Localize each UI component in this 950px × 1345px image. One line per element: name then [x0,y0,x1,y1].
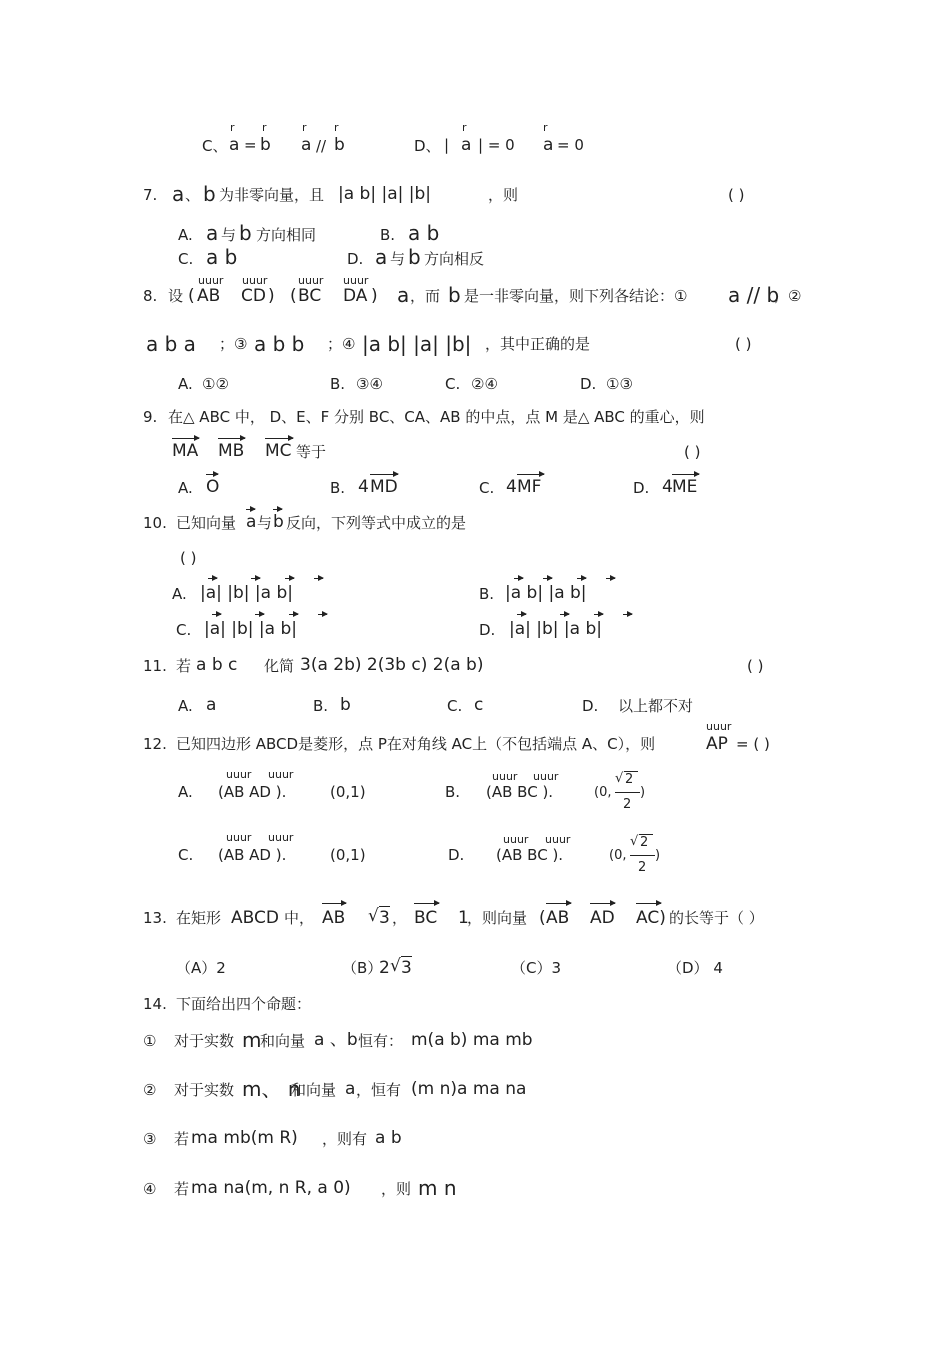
vector-mark: r [302,121,307,134]
q12-stem: 已知四边形 ABCD是菱形，点 P在对角线 AC上（不包括端点 A、C），则 [176,735,656,753]
sqrt-bar [401,956,412,957]
vector-arrow [206,474,218,475]
q9-vec-ma: MA [172,441,199,461]
q11-option-d-label: D. [582,697,599,715]
vector-mark: uuur [533,770,559,783]
q6-c-par: // [316,137,327,155]
q12-option-a-expr: (AB AD ). [218,783,287,801]
q12-option-b-label: B. [445,783,461,801]
q14-item-4-expr: ma na(m, n R, a 0) [191,1178,351,1198]
q11-ruo: 若 [176,657,192,675]
vector-arrow [273,509,282,510]
q11-option-c: c [474,695,484,715]
q8-conclusion-2-mark: ；② [773,287,802,305]
q9-option-b-coef: 4 [358,477,369,497]
vector-mark: uuur [226,768,252,781]
q7-stem: 为非零向量，且 [219,186,325,204]
q12-d-sqrt-value: 2 [640,835,649,850]
q8-vec-cd: CD [241,286,266,306]
vector-mark: uuur [268,768,294,781]
q13-vec-bc: BC [414,908,438,928]
q7-option-d-label: D. [347,250,364,268]
vector-arrow [285,578,294,579]
q11-option-a: a [206,695,217,715]
vector-arrow [590,903,615,904]
q8-conclusion-4-mark: ；④ [327,335,356,353]
vector-mark: uuur [492,770,518,783]
q7-a-vec-b: b [239,221,252,245]
q14-item-2-t3: ，恒有 [356,1081,402,1099]
vector-arrow [208,578,217,579]
q9-stem-tail: 等于 [296,443,327,461]
q12-d-denominator: 2 [638,860,647,875]
q7-d-vec-a: a [375,245,388,269]
vector-mark: uuur [226,831,252,844]
q14-item-2-m: m、 n [242,1077,301,1101]
vector-arrow [577,578,586,579]
q13-number: 13. [143,909,167,927]
q7-number: 7. [143,186,158,204]
q10-option-a: |a| |b| |a b| [200,583,293,603]
q13-comma: ， [392,909,408,927]
q9-option-c-label: C. [479,479,495,497]
q10-answer-paren: ( ) [180,549,197,567]
vector-arrow [672,474,699,475]
q13-option-a: （A）2 [176,959,226,977]
q7-a-vec-a: a [206,221,219,245]
q14-item-1-mark: ① [143,1032,157,1050]
vector-arrow [636,903,661,904]
vector-arrow [546,903,571,904]
q10-vec-b: b [273,512,284,532]
q6-d-a2: a [543,135,554,155]
q14-item-2-t2: 和向量 [291,1081,337,1099]
vector-mark: uuur [343,274,369,287]
vector-mark: uuur [198,274,224,287]
q10-vec-a: a [246,512,257,532]
q8-vec-a: a [397,283,410,307]
q9-vec-mc: MC [265,441,292,461]
q10-number: 10. [143,514,167,532]
q12-option-d-range: (0, [609,848,627,863]
sqrt-bar [379,906,390,907]
q13-paren: ( [539,908,546,928]
q8-option-b: ③④ [356,375,383,393]
q14-item-2-text: 对于实数 [174,1081,235,1099]
q12-answer-paren: = ( ) [736,735,770,753]
sqrt-sign: √ [390,956,401,976]
q12-option-d-label: D. [448,846,465,864]
q11-condition: a b c [196,655,238,675]
q8-answer-paren: ( ) [735,335,752,353]
q13-option-c: （C）3 [511,959,562,977]
q6-c-b: b [260,135,271,155]
q14-item-3-ab: a b [375,1128,402,1148]
q13-option-b-label: （B） [342,959,383,977]
q9-option-b-label: B. [330,479,346,497]
q14-stem: 下面给出四个命题： [176,995,312,1013]
q8-option-c-label: C. [445,375,461,393]
q8-option-a: ①② [202,375,229,393]
q13-vec-ac: AC) [636,908,666,928]
q6-c-eq: = [244,136,257,154]
fraction-bar [615,792,640,793]
vector-arrow [212,614,221,615]
q13-stem3: 的长等于（ ） [669,909,764,927]
q14-item-1-t2: 和向量 [260,1032,306,1050]
q7-c-expr: a b [206,245,238,269]
vector-mark: uuur [298,274,324,287]
vector-arrow [560,614,569,615]
q8-paren-close: ) [268,286,275,306]
q11-answer-paren: ( ) [747,657,764,675]
fraction-bar [630,855,655,856]
q12-option-c-label: C. [178,846,194,864]
q9-option-b: MD [370,477,398,497]
q6-c-a: a [229,135,240,155]
vector-arrow [251,578,260,579]
q9-option-a-label: A. [178,479,193,497]
q11-expression: 3(a 2b) 2(3b c) 2(a b) [300,655,484,675]
q9-vec-mb: MB [218,441,245,461]
q8-paren-close2: ) [371,286,378,306]
q8-vec-b: b [448,283,461,307]
q10-mid: 与 [257,514,273,532]
vector-mark: r [543,121,548,134]
q14-item-1-t3: 恒有： [358,1032,404,1050]
q8-conclusion-1: a // b [728,283,780,307]
q8-stem: 是一非零向量，则下列各结论：① [464,287,688,305]
vector-mark: r [334,121,339,134]
vector-arrow [370,474,398,475]
q6-d-a: a [461,135,472,155]
q14-number: 14. [143,995,167,1013]
q11-option-b-label: B. [313,697,329,715]
q8-paren-open: ( [188,286,195,306]
q14-item-1-text: 对于实数 [174,1032,235,1050]
q11-number: 11. [143,657,167,675]
q14-item-4-mark: ④ [143,1180,157,1198]
q12-d-close: ) [655,848,661,863]
vector-arrow [318,614,327,615]
q14-item-3-t2: ，则有 [322,1130,368,1148]
q12-option-c-range: (0,1) [330,846,366,864]
q7-option-c-label: C. [178,250,194,268]
q13-option-d: （D） 4 [667,959,723,977]
q8-option-c: ②④ [471,375,498,393]
q7-d-mid: 与 [390,250,406,268]
q14-item-4-text: 若 [174,1180,190,1198]
q6-d-rest1: | = 0 [478,136,515,154]
vector-arrow [246,509,255,510]
q10-option-c: |a| |b| |a b| [204,619,297,639]
q7-answer-paren: ( ) [728,186,745,204]
q12-vec-ap: AP [706,734,728,754]
vector-mark: uuur [268,831,294,844]
q14-item-4-t2: ，则 [381,1180,412,1198]
q8-conclusion-2: a b a [146,332,196,356]
q10-stem-tail: 反向，下列等式中成立的是 [286,514,467,532]
q9-option-d-coef: 4 [662,477,673,497]
vector-arrow [314,578,323,579]
q6-option-c-label: C、 [202,137,228,155]
q8-conclusion-3-mark: ；③ [219,335,248,353]
q6-c-a2: a [301,135,312,155]
q9-answer-paren: ( ) [684,443,701,461]
q14-item-4-ab: m n [418,1176,457,1200]
q10-option-d-label: D. [479,621,496,639]
q13-rect-abcd: ABCD [231,908,279,928]
q9-number: 9. [143,408,158,426]
q10-option-b: |a b| |a b| [505,583,587,603]
q14-item-1-ab: a 、b [314,1030,358,1050]
q13-sqrt3: 3 [379,908,390,928]
q8-mid: ，而 [410,287,441,305]
q12-b-denominator: 2 [623,797,632,812]
q8-option-b-label: B. [330,375,346,393]
vector-arrow [289,614,298,615]
q12-b-sqrt-value: 2 [625,772,634,787]
q8-vec-bc: BC [298,286,322,306]
vector-arrow [514,578,523,579]
sqrt-sign: √ [630,834,639,849]
vector-arrow [255,614,264,615]
q12-number: 12. [143,735,167,753]
q13-one: 1 [458,908,469,928]
q7-vec-a: a [172,182,185,206]
q10-stem: 已知向量 [176,514,237,532]
vector-arrow [623,614,632,615]
vector-mark: uuur [242,274,268,287]
vector-arrow [322,903,346,904]
vector-arrow [594,614,603,615]
q11-hua: 化简 [264,657,295,675]
q6-d-rest2: = 0 [557,136,584,154]
q12-option-a-label: A. [178,783,193,801]
q7-option-a-label: A. [178,226,193,244]
q10-option-c-label: C. [176,621,192,639]
q10-option-d: |a| |b| |a b| [509,619,602,639]
q7-b-expr: a b [408,221,440,245]
q8-conclusion-4: |a b| |a| |b| [362,332,472,356]
q13-vec-ab: AB [322,908,346,928]
q10-option-a-label: A. [172,585,187,603]
q13-vec-ab2: AB [546,908,570,928]
q13-option-b-coef: 2 [379,958,390,978]
q7-d-rest: 方向相反 [424,250,485,268]
vector-arrow [414,903,439,904]
vector-mark: uuur [503,833,529,846]
q13-option-b-sqrt: 3 [401,958,412,978]
q7-a-rest: 方向相同 [256,226,317,244]
q8-she: 设 [168,287,184,305]
q7-sep: 、 [185,186,201,204]
q8-option-a-label: A. [178,375,193,393]
q12-option-c-expr: (AB AD ). [218,846,287,864]
q8-vec-ab: AB [197,286,221,306]
q8-tail: ，其中正确的是 [485,335,591,353]
q9-option-a: O [206,477,220,497]
vector-mark: uuur [706,720,732,733]
q12-option-a-range: (0,1) [330,783,366,801]
vector-arrow [606,578,615,579]
vector-mark: uuur [545,833,571,846]
q14-item-3-expr: ma mb(m R) [191,1128,298,1148]
q11-option-d: 以上都不对 [618,697,694,715]
q8-paren-open2: ( [290,286,297,306]
q9-option-d: ME [672,477,698,497]
vector-arrow [543,578,552,579]
q7-expression: |a b| |a| |b| [338,184,431,204]
q14-item-2-expr: (m n)a ma na [411,1079,527,1099]
q7-stem-tail: ，则 [488,186,519,204]
sqrt-sign: √ [368,906,379,926]
sqrt-sign: √ [615,771,624,786]
vector-mark: r [230,121,235,134]
q11-option-c-label: C. [447,697,463,715]
q8-vec-da: DA [343,286,368,306]
q13-vec-ad: AD [590,908,615,928]
q10-option-b-label: B. [479,585,495,603]
q14-item-3-text: 若 [174,1130,190,1148]
q13-stem2: ，则向量 [467,909,528,927]
q11-option-a-label: A. [178,697,193,715]
q12-option-b-expr: (AB BC ). [486,783,554,801]
q14-item-3-mark: ③ [143,1130,157,1148]
q6-c-b2: b [334,135,345,155]
q14-item-1-expr: m(a b) ma mb [411,1030,533,1050]
q9-option-d-label: D. [633,479,650,497]
q12-b-close: ) [640,785,646,800]
q9-stem: 在△ ABC 中， D、E、F 分别 BC、CA、AB 的中点，点 M 是△ ABC 的重心，则 [168,408,705,426]
vector-arrow [218,438,245,439]
q14-item-2-mark: ② [143,1081,157,1099]
vector-mark: r [262,121,267,134]
q14-item-1-m: m [242,1028,262,1052]
q13-stem: 在矩形 [176,909,222,927]
q9-option-c-coef: 4 [506,477,517,497]
q6-d-bar: | [444,136,450,154]
q12-option-b-range: (0, [594,785,612,800]
q6-option-d-label: D、 [414,137,441,155]
q13-zhong: 中， [284,909,315,927]
q14-item-2-ab: a [345,1079,356,1099]
q7-d-vec-b: b [408,245,421,269]
vector-mark: r [462,121,467,134]
vector-arrow [172,438,199,439]
q12-option-d-expr: (AB BC ). [496,846,564,864]
q11-option-b: b [340,695,351,715]
q8-option-d-label: D. [580,375,597,393]
q8-conclusion-3: a b b [254,332,305,356]
q7-a-mid: 与 [221,226,237,244]
q9-option-c: MF [517,477,542,497]
vector-arrow [265,438,293,439]
q8-number: 8. [143,287,158,305]
q7-option-b-label: B. [380,226,396,244]
q8-option-d: ①③ [606,375,633,393]
vector-arrow [517,474,544,475]
vector-arrow [517,614,526,615]
q7-vec-b: b [203,182,216,206]
